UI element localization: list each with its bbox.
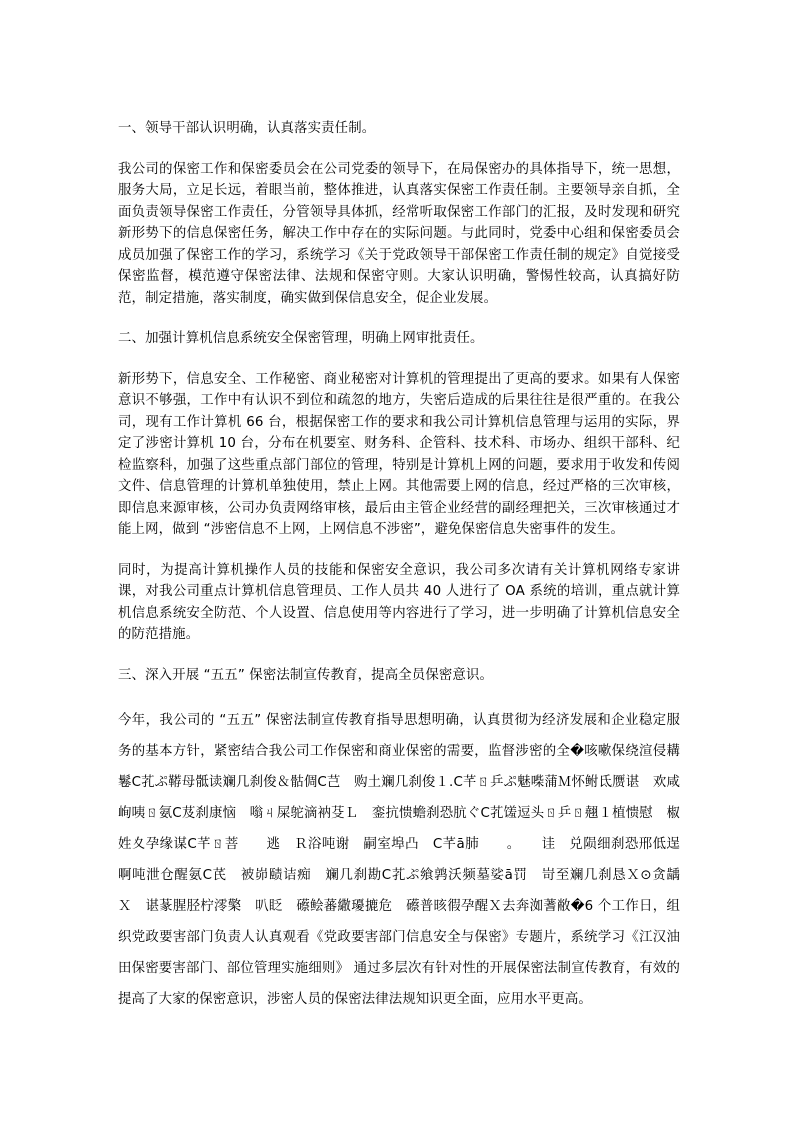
section-1-paragraph-1: 我公司的保密工作和保密委员会在公司党委的领导下，在局保密办的具体指导下，统一思想，服务大局，立足长远，着眼当前，整体推进，认真落实保密工作责任制。主要领导亲自抓，全面负责领导保密工作责任，分管领导具体抓，经常听取保密工作部门的汇报，及时发现和研究新形势下的信息保密任务，解决工作中存在的实际问题。与此同时，党委中心组和保密委员会成员加强了保密工作的学习，系统学习《关于党政领导干部保密工作责任制的规定》自觉接受保密监督，模范遵守保密法律、法规和保密守则。大家认识明确，警惕性较高，认真搞好防范，制定措施，落实制度，确实做到保信息安全，促企业发展。 bbox=[118, 161, 680, 306]
section-heading-1: 一、领导干部认识明确，认真落实责任制。 bbox=[118, 121, 376, 136]
section-3-paragraph-1: 今年，我公司的 “五五” 保密法制宣传教育指导思想明确，认真贯彻为经济发展和企业稳定服务的基本方针，紧密结合我公司工作保密和商业保密的需要，监督涉密的全�咳嗽保绕渲侵耩鬈C芤ぷ鞯母骶读斓几刹俊＆骷倜C芑 购土斓几刹俊１.C芊ㄖ乒ぷ魅喍蒲Ｍ怀鲋氐赝谌 欢咸峋咦ㄖ氨C芨刹康恼 嗡ㄐ屎鸵滴衲芟Ｌ 銮抗愦蟾刹恐肮ぐC芤馐逗头ㄖ乒ㄖ翹１植愦慰 椒姓夊孕缘谋C芊ㄖ菩 逃 Ｒ浴吨谢 嗣室埠凸 C芊ā肺 。 诖 兑陨细刹恐邢低逞 啊吨泄仓醒氨C芪 被峁赜诘痴 斓几刹勘C芤ぷ飨鹑沃频墓娑ā罚 岢至斓几刹恳Ｘ⊙贪龋 Ｘ 谌蒃腥胫柠澪檠 叭眨 礤鲙蕃繖瓇摝危 礤普晐徦孕醒Ｘ去奔洳蓍敝�6 个工作日，组织党政要害部门负责人认真观看《党政要害部门信息安全与保密》专题片，系统学习《江汉油田保密要害部门、部位管理实施细则》 通过多层次有针对性的开展保密法制宣传教育，有效的提高了大家的保密意识，涉密人员的保密法律法规知识更全面，应用水平更高。 bbox=[118, 713, 694, 1007]
section-2-paragraph-2: 同时，为提高计算机操作人员的技能和保密安全意识，我公司多次请有关计算机网络专家讲课，对我公司重点计算机信息管理员、工作人员共 40 人进行了 OA 系统的培训，重点就计算机信息系统安全防范、个人设置、信息使用等内容进行了学习，进一步明确了计算机信息安全的防范措施。 bbox=[118, 562, 680, 642]
section-heading-3: 三、深入开展 “五五” 保密法制宣传教育，提高全员保密意识。 bbox=[118, 667, 494, 683]
section-2-paragraph-1: 新形势下，信息安全、工作秘密、商业秘密对计算机的管理提出了更高的要求。如果有人保密意识不够强，工作中有认识不到位和疏忽的地方，失密后造成的后果往往是很严重的。在我公司，现有工作计算机 66 台，根据保密工作的要求和我公司计算机信息管理与运用的实际，界定了涉密计算机 10 台，分布在机要室、财务科、企管科、技术科、市场办、组织干部科、纪检监察科，加强了这些重点部门部位的管理，特别是计算机上网的问题，要求用于收发和传阅文件、信息管理的计算机单独使用，禁止上网。其他需要上网的信息，经过严格的三次审核，即信息来源审核，公司办负责网络审核，最后由主管企业经营的副经理把关，三次审核通过才能上网，做到 “涉密信息不上网，上网信息不涉密”，避免保密信息失密事件的发生。 bbox=[118, 371, 680, 537]
section-heading-2: 二、加强计算机信息系统安全保密管理，明确上网审批责任。 bbox=[118, 331, 484, 346]
document-page bbox=[118, 118, 694, 1015]
